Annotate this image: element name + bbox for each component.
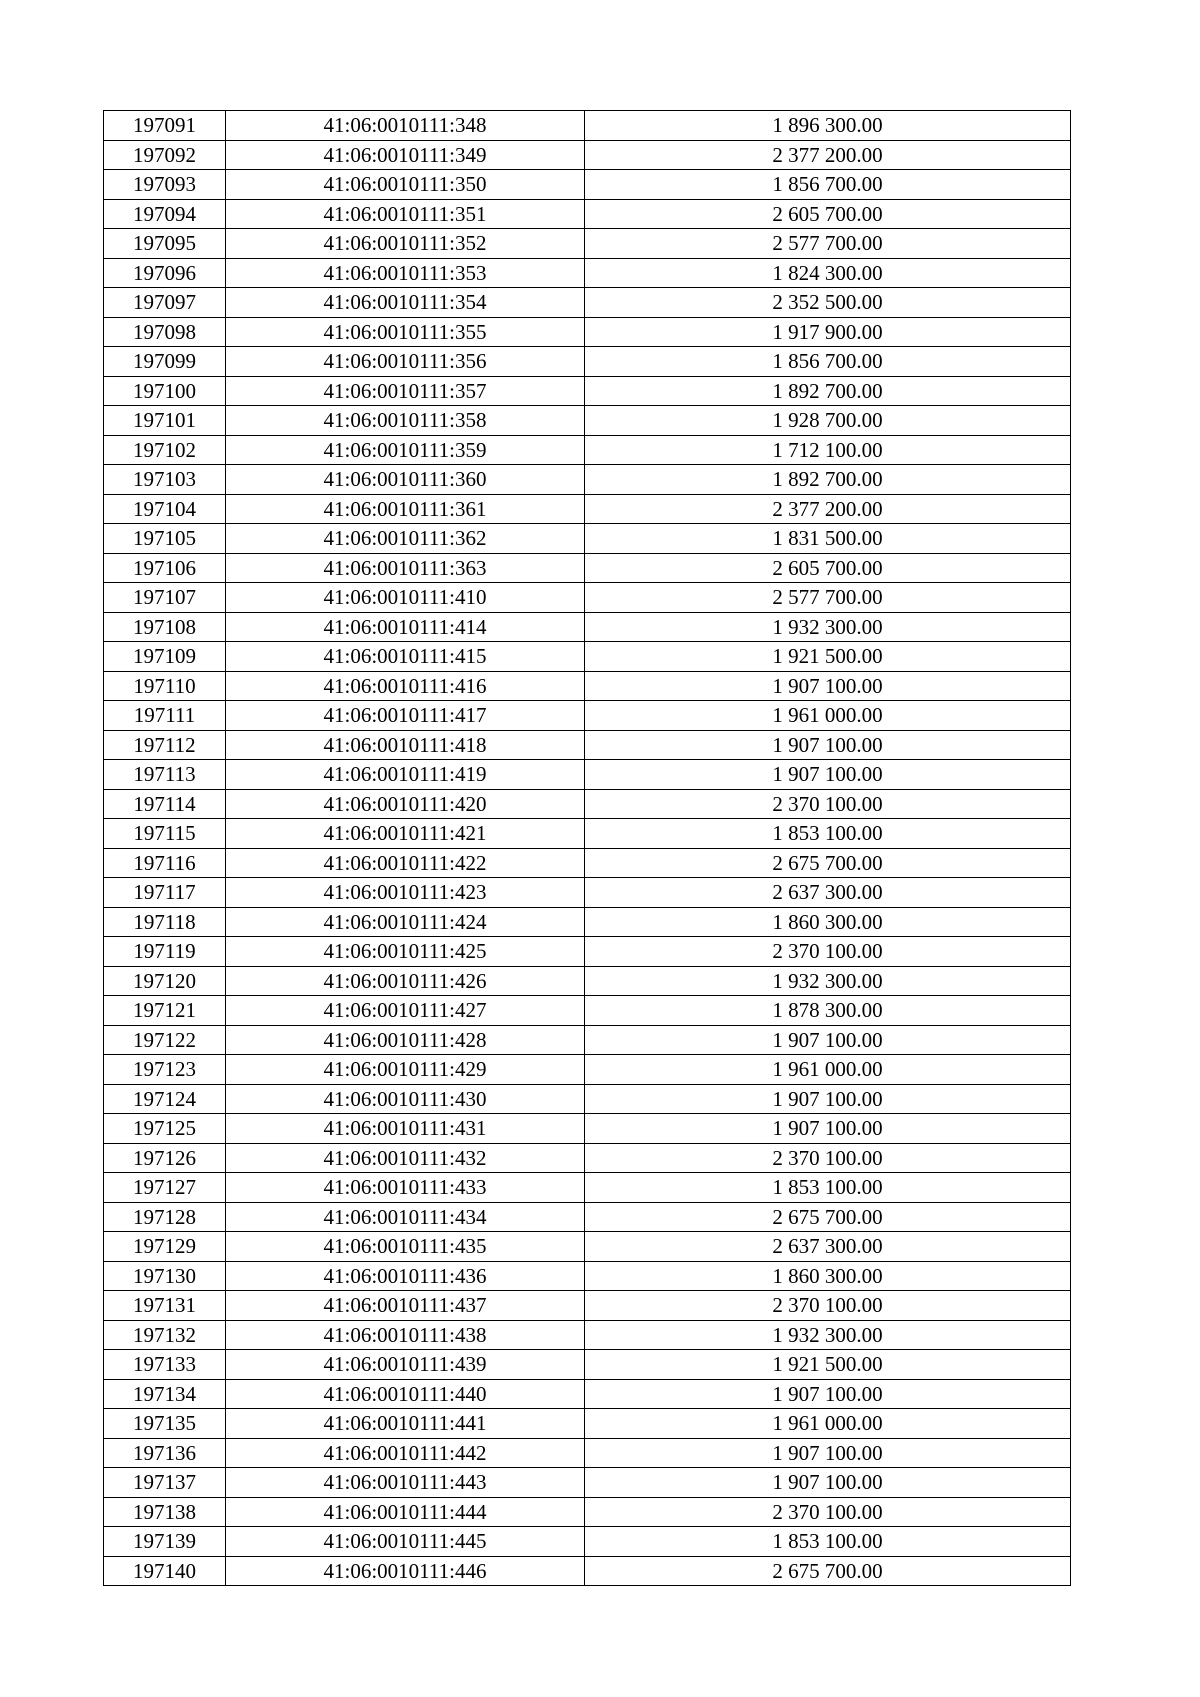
table-row — [104, 1438, 1071, 1468]
cadastral-number-cell: 41:06:0010111:438 — [226, 1320, 585, 1350]
cadastral-value-cell: 1 921 500.00 — [585, 1350, 1071, 1380]
cadastral-value-cell: 2 577 700.00 — [585, 583, 1071, 613]
cadastral-number-cell: 41:06:0010111:361 — [226, 494, 585, 524]
table-row — [104, 435, 1071, 465]
table-row — [104, 465, 1071, 495]
row-number-cell: 197097 — [104, 288, 226, 318]
cadastral-number-cell: 41:06:0010111:414 — [226, 612, 585, 642]
cadastral-value-cell: 1 907 100.00 — [585, 1379, 1071, 1409]
cadastral-value-cell: 1 824 300.00 — [585, 258, 1071, 288]
cadastral-value-cell: 2 352 500.00 — [585, 288, 1071, 318]
cadastral-value-cell: 2 370 100.00 — [585, 789, 1071, 819]
row-number-cell: 197125 — [104, 1114, 226, 1144]
row-number-cell: 197139 — [104, 1527, 226, 1557]
cadastral-value-cell: 2 577 700.00 — [585, 229, 1071, 259]
cadastral-value-cell: 1 892 700.00 — [585, 376, 1071, 406]
cadastral-value-cell: 1 961 000.00 — [585, 1055, 1071, 1085]
cadastral-number-cell: 41:06:0010111:426 — [226, 966, 585, 996]
cadastral-value-cell: 1 961 000.00 — [585, 1409, 1071, 1439]
row-number-cell: 197121 — [104, 996, 226, 1026]
cadastral-number-cell: 41:06:0010111:421 — [226, 819, 585, 849]
table-row — [104, 406, 1071, 436]
row-number-cell: 197127 — [104, 1173, 226, 1203]
row-number-cell: 197106 — [104, 553, 226, 583]
row-number-cell: 197126 — [104, 1143, 226, 1173]
cadastral-number-cell: 41:06:0010111:349 — [226, 140, 585, 170]
table-row — [104, 1291, 1071, 1321]
cadastral-value-cell: 2 675 700.00 — [585, 848, 1071, 878]
row-number-cell: 197120 — [104, 966, 226, 996]
row-number-cell: 197095 — [104, 229, 226, 259]
table-row — [104, 642, 1071, 672]
cadastral-number-cell: 41:06:0010111:440 — [226, 1379, 585, 1409]
cadastral-value-cell: 1 907 100.00 — [585, 1084, 1071, 1114]
cadastral-value-cell: 2 605 700.00 — [585, 553, 1071, 583]
table-row — [104, 671, 1071, 701]
table-row — [104, 1173, 1071, 1203]
table-row — [104, 258, 1071, 288]
cadastral-number-cell: 41:06:0010111:428 — [226, 1025, 585, 1055]
cadastral-number-cell: 41:06:0010111:427 — [226, 996, 585, 1026]
row-number-cell: 197137 — [104, 1468, 226, 1498]
cadastral-value-cell: 1 932 300.00 — [585, 1320, 1071, 1350]
row-number-cell: 197105 — [104, 524, 226, 554]
row-number-cell: 197129 — [104, 1232, 226, 1262]
cadastral-number-cell: 41:06:0010111:424 — [226, 907, 585, 937]
row-number-cell: 197116 — [104, 848, 226, 878]
cadastral-value-cell: 1 921 500.00 — [585, 642, 1071, 672]
cadastral-number-cell: 41:06:0010111:357 — [226, 376, 585, 406]
cadastral-number-cell: 41:06:0010111:433 — [226, 1173, 585, 1203]
cadastral-number-cell: 41:06:0010111:410 — [226, 583, 585, 613]
cadastral-value-cell: 2 675 700.00 — [585, 1202, 1071, 1232]
cadastral-value-cell: 1 853 100.00 — [585, 1173, 1071, 1203]
cadastral-number-cell: 41:06:0010111:445 — [226, 1527, 585, 1557]
row-number-cell: 197132 — [104, 1320, 226, 1350]
cadastral-value-cell: 2 637 300.00 — [585, 878, 1071, 908]
table-row — [104, 1497, 1071, 1527]
row-number-cell: 197108 — [104, 612, 226, 642]
table-row — [104, 1261, 1071, 1291]
table-row — [104, 996, 1071, 1026]
row-number-cell: 197124 — [104, 1084, 226, 1114]
cadastral-value-cell: 2 675 700.00 — [585, 1556, 1071, 1586]
row-number-cell: 197091 — [104, 111, 226, 141]
cadastral-value-cell: 1 932 300.00 — [585, 612, 1071, 642]
row-number-cell: 197096 — [104, 258, 226, 288]
row-number-cell: 197103 — [104, 465, 226, 495]
cadastral-value-cell: 1 917 900.00 — [585, 317, 1071, 347]
table-row — [104, 878, 1071, 908]
cadastral-number-cell: 41:06:0010111:435 — [226, 1232, 585, 1262]
table-row — [104, 317, 1071, 347]
cadastral-value-cell: 1 907 100.00 — [585, 1114, 1071, 1144]
cadastral-value-cell: 1 860 300.00 — [585, 1261, 1071, 1291]
cadastral-value-cell: 2 370 100.00 — [585, 1143, 1071, 1173]
table-row — [104, 1350, 1071, 1380]
table-row — [104, 494, 1071, 524]
cadastral-number-cell: 41:06:0010111:416 — [226, 671, 585, 701]
table-row — [104, 789, 1071, 819]
cadastral-number-cell: 41:06:0010111:359 — [226, 435, 585, 465]
cadastral-number-cell: 41:06:0010111:360 — [226, 465, 585, 495]
cadastral-number-cell: 41:06:0010111:432 — [226, 1143, 585, 1173]
table-row — [104, 170, 1071, 200]
cadastral-number-cell: 41:06:0010111:353 — [226, 258, 585, 288]
cadastral-value-cell: 2 605 700.00 — [585, 199, 1071, 229]
row-number-cell: 197130 — [104, 1261, 226, 1291]
cadastral-number-cell: 41:06:0010111:422 — [226, 848, 585, 878]
table-row — [104, 347, 1071, 377]
cadastral-number-cell: 41:06:0010111:351 — [226, 199, 585, 229]
row-number-cell: 197136 — [104, 1438, 226, 1468]
cadastral-number-cell: 41:06:0010111:442 — [226, 1438, 585, 1468]
row-number-cell: 197133 — [104, 1350, 226, 1380]
cadastral-number-cell: 41:06:0010111:439 — [226, 1350, 585, 1380]
row-number-cell: 197117 — [104, 878, 226, 908]
cadastral-number-cell: 41:06:0010111:437 — [226, 1291, 585, 1321]
table-row — [104, 1409, 1071, 1439]
cadastral-value-cell: 1 907 100.00 — [585, 730, 1071, 760]
cadastral-number-cell: 41:06:0010111:354 — [226, 288, 585, 318]
row-number-cell: 197100 — [104, 376, 226, 406]
row-number-cell: 197109 — [104, 642, 226, 672]
row-number-cell: 197112 — [104, 730, 226, 760]
table-row — [104, 937, 1071, 967]
cadastral-value-cell: 1 853 100.00 — [585, 1527, 1071, 1557]
cadastral-number-cell: 41:06:0010111:429 — [226, 1055, 585, 1085]
row-number-cell: 197138 — [104, 1497, 226, 1527]
row-number-cell: 197119 — [104, 937, 226, 967]
cadastral-number-cell: 41:06:0010111:415 — [226, 642, 585, 672]
row-number-cell: 197092 — [104, 140, 226, 170]
table-row — [104, 701, 1071, 731]
table-row — [104, 1320, 1071, 1350]
table-row — [104, 907, 1071, 937]
cadastral-value-cell: 1 856 700.00 — [585, 347, 1071, 377]
row-number-cell: 197118 — [104, 907, 226, 937]
table-row — [104, 1084, 1071, 1114]
cadastral-value-cell: 1 831 500.00 — [585, 524, 1071, 554]
cadastral-number-cell: 41:06:0010111:362 — [226, 524, 585, 554]
cadastral-value-cell: 1 878 300.00 — [585, 996, 1071, 1026]
table-row — [104, 848, 1071, 878]
cadastral-value-cell: 1 961 000.00 — [585, 701, 1071, 731]
table-row — [104, 1025, 1071, 1055]
table-row — [104, 612, 1071, 642]
row-number-cell: 197098 — [104, 317, 226, 347]
cadastral-value-cell: 2 370 100.00 — [585, 937, 1071, 967]
cadastral-value-cell: 1 853 100.00 — [585, 819, 1071, 849]
cadastral-number-cell: 41:06:0010111:444 — [226, 1497, 585, 1527]
row-number-cell: 197135 — [104, 1409, 226, 1439]
table-row — [104, 1379, 1071, 1409]
table-row — [104, 730, 1071, 760]
cadastral-number-cell: 41:06:0010111:419 — [226, 760, 585, 790]
row-number-cell: 197094 — [104, 199, 226, 229]
cadastral-number-cell: 41:06:0010111:358 — [226, 406, 585, 436]
table-row — [104, 1055, 1071, 1085]
row-number-cell: 197123 — [104, 1055, 226, 1085]
cadastral-number-cell: 41:06:0010111:350 — [226, 170, 585, 200]
cadastral-number-cell: 41:06:0010111:441 — [226, 1409, 585, 1439]
cadastral-value-cell: 1 856 700.00 — [585, 170, 1071, 200]
cadastral-value-cell: 2 370 100.00 — [585, 1497, 1071, 1527]
row-number-cell: 197115 — [104, 819, 226, 849]
cadastral-number-cell: 41:06:0010111:430 — [226, 1084, 585, 1114]
table-row — [104, 140, 1071, 170]
row-number-cell: 197140 — [104, 1556, 226, 1586]
cadastral-value-cell: 2 377 200.00 — [585, 494, 1071, 524]
row-number-cell: 197107 — [104, 583, 226, 613]
table-row — [104, 111, 1071, 141]
row-number-cell: 197134 — [104, 1379, 226, 1409]
cadastral-value-cell: 1 907 100.00 — [585, 1468, 1071, 1498]
table-row — [104, 1114, 1071, 1144]
cadastral-number-cell: 41:06:0010111:348 — [226, 111, 585, 141]
cadastral-value-cell: 2 370 100.00 — [585, 1291, 1071, 1321]
cadastral-number-cell: 41:06:0010111:418 — [226, 730, 585, 760]
cadastral-value-cell: 1 907 100.00 — [585, 671, 1071, 701]
cadastral-number-cell: 41:06:0010111:355 — [226, 317, 585, 347]
cadastral-number-cell: 41:06:0010111:352 — [226, 229, 585, 259]
row-number-cell: 197122 — [104, 1025, 226, 1055]
row-number-cell: 197093 — [104, 170, 226, 200]
cadastral-number-cell: 41:06:0010111:431 — [226, 1114, 585, 1144]
table-body — [104, 111, 1071, 1586]
row-number-cell: 197113 — [104, 760, 226, 790]
cadastral-number-cell: 41:06:0010111:425 — [226, 937, 585, 967]
cadastral-number-cell: 41:06:0010111:417 — [226, 701, 585, 731]
cadastral-number-cell: 41:06:0010111:356 — [226, 347, 585, 377]
table-row — [104, 376, 1071, 406]
cadastral-value-cell: 2 637 300.00 — [585, 1232, 1071, 1262]
table-row — [104, 1232, 1071, 1262]
table-row — [104, 760, 1071, 790]
cadastral-number-cell: 41:06:0010111:446 — [226, 1556, 585, 1586]
row-number-cell: 197101 — [104, 406, 226, 436]
cadastral-value-cell: 1 932 300.00 — [585, 966, 1071, 996]
row-number-cell: 197128 — [104, 1202, 226, 1232]
table-row — [104, 199, 1071, 229]
table-row — [104, 288, 1071, 318]
row-number-cell: 197099 — [104, 347, 226, 377]
cadastral-number-cell: 41:06:0010111:420 — [226, 789, 585, 819]
cadastral-number-cell: 41:06:0010111:434 — [226, 1202, 585, 1232]
table-row — [104, 1143, 1071, 1173]
cadastral-value-cell: 1 928 700.00 — [585, 406, 1071, 436]
table-row — [104, 1556, 1071, 1586]
table-row — [104, 1468, 1071, 1498]
row-number-cell: 197110 — [104, 671, 226, 701]
cadastral-value-cell: 1 907 100.00 — [585, 1438, 1071, 1468]
row-number-cell: 197102 — [104, 435, 226, 465]
row-number-cell: 197111 — [104, 701, 226, 731]
table-row — [104, 553, 1071, 583]
cadastral-value-cell: 1 907 100.00 — [585, 760, 1071, 790]
row-number-cell: 197131 — [104, 1291, 226, 1321]
cadastral-value-cell: 1 896 300.00 — [585, 111, 1071, 141]
cadastral-value-cell: 1 892 700.00 — [585, 465, 1071, 495]
cadastral-number-cell: 41:06:0010111:423 — [226, 878, 585, 908]
cadastral-value-cell: 1 907 100.00 — [585, 1025, 1071, 1055]
table-row — [104, 1202, 1071, 1232]
cadastral-number-cell: 41:06:0010111:436 — [226, 1261, 585, 1291]
table-row — [104, 524, 1071, 554]
table-row — [104, 229, 1071, 259]
table-row — [104, 583, 1071, 613]
table-row — [104, 819, 1071, 849]
cadastral-number-cell: 41:06:0010111:363 — [226, 553, 585, 583]
cadastral-number-cell: 41:06:0010111:443 — [226, 1468, 585, 1498]
row-number-cell: 197104 — [104, 494, 226, 524]
cadastral-value-table — [103, 110, 1071, 1586]
cadastral-value-cell: 1 860 300.00 — [585, 907, 1071, 937]
cadastral-value-cell: 2 377 200.00 — [585, 140, 1071, 170]
row-number-cell: 197114 — [104, 789, 226, 819]
table-row — [104, 1527, 1071, 1557]
cadastral-value-cell: 1 712 100.00 — [585, 435, 1071, 465]
table-row — [104, 966, 1071, 996]
